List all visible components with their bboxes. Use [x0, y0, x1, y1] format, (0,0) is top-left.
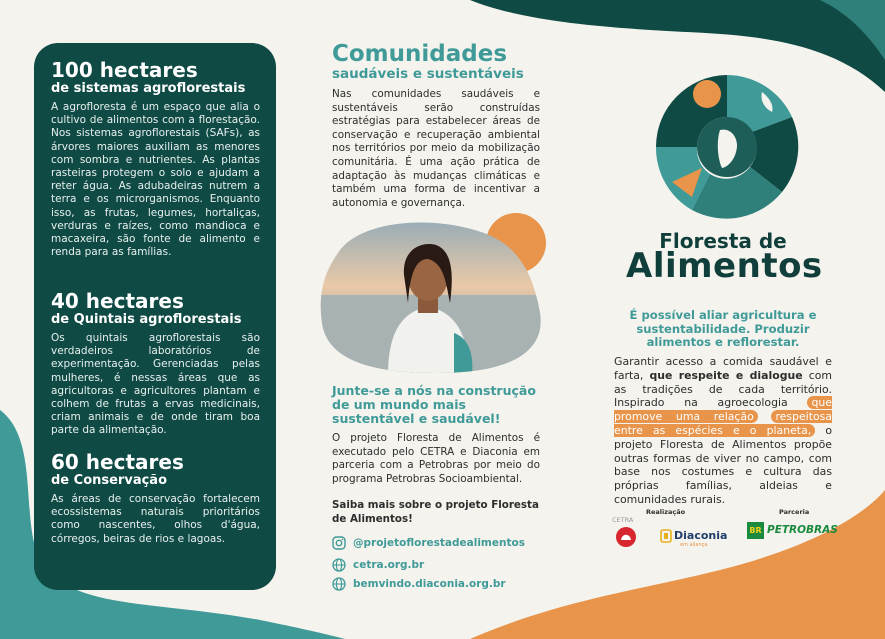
section-agroforestry [51, 59, 260, 259]
mission-text [614, 355, 832, 507]
diaconia-logo-mark [660, 529, 672, 543]
highlight-line-2: respeitosa entre as espécies e o planeta, [614, 410, 832, 437]
mission-block [614, 355, 832, 507]
left-info-panel [34, 43, 276, 590]
join-title: Junte-se a nós na construção de um mundo mais sustentável e saudável! [332, 383, 536, 426]
section-title: 60 hectares [51, 450, 184, 474]
link-text: bemvindo.diaconia.org.br [353, 578, 506, 590]
brand-title-line1: Floresta de [659, 229, 787, 253]
section-conservacao [51, 451, 260, 546]
section-title: 40 hectares [51, 289, 184, 313]
globe-icon [332, 558, 346, 572]
mission-part-d: o projeto Floresta de Alimentos propõe outras formas de viver no campo, com base nos costumes e cultura das próprias famílias, aldeias e comunidades rurais. [614, 423, 833, 506]
instagram-link[interactable] [332, 535, 525, 551]
section-title: 100 hectares [51, 58, 198, 82]
link-text: @projetoflorestadealimentos [353, 537, 525, 549]
parceria-label: Parceria [779, 508, 810, 516]
woman-photo [318, 213, 548, 375]
section-subtitle: de Conservação [51, 473, 167, 488]
mission-part-c: com as tradições de cada território. Inspirado na agroecologia [614, 368, 832, 410]
diaconia-link[interactable] [332, 576, 506, 592]
mission-emphasis: que respeite e dialogue [649, 368, 803, 382]
communities-body: Nas comunidades saudáveis e sustentáveis serão construídas estratégias para estabelecer áreas de conservação e recuperação ambiental nos territórios por meio da mobilização comunitária. É uma ação prática de adaptação às mudanças climáticas e também uma forma de incentivar a autonomia e governança. [332, 88, 540, 209]
brand-title-line2: Alimentos [626, 246, 823, 286]
globe-icon [332, 577, 346, 591]
section-body: As áreas de conservação fortalecem ecossistemas naturais prioritários como nascentes, olhos d'água, córregos, beiras de rios e lagoas. [51, 493, 260, 545]
highlight-line-1: que promove uma relação [614, 396, 832, 424]
cetra-logo-text: CETRA [612, 516, 634, 524]
cetra-logo [612, 526, 640, 548]
section-quintais [51, 290, 260, 438]
section-body: Os quintais agroflorestais são verdadeiros laboratórios de experimentação. Gerenciadas pelas mulheres, é nessas áreas que as agricultoras e agricultores plantam e colhem de frutas a ervas medicinais, criam animais e de onde tiram boa parte da alimentação. [51, 332, 260, 437]
section-subtitle: de Quintais agroflorestais [51, 312, 242, 327]
join-block [332, 384, 540, 526]
floresta-logo-emblem [652, 72, 802, 222]
diaconia-logo-text: Diaconia [674, 529, 728, 542]
communities-title: Comunidades [332, 41, 508, 67]
realizacao-label: Realização [646, 508, 686, 516]
instagram-icon [332, 536, 346, 550]
tagline-block [614, 309, 832, 350]
mission-part-a: Garantir acesso a comida saudável e farta, [614, 355, 832, 382]
cetra-link[interactable] [332, 557, 424, 573]
join-body: O projeto Floresta de Alimentos é executado pelo CETRA e Diaconia em parceria com a Petrobras por meio do programa Petrobras Socioambiental. [332, 432, 540, 485]
link-text: cetra.org.br [353, 559, 425, 571]
diaconia-logo-sub: em aliança [680, 542, 708, 548]
br-logo: BR [747, 522, 764, 539]
communities-block [332, 42, 540, 210]
section-body: A agrofloresta é um espaço que alia o cultivo de alimentos com a florestação. Nos sistemas agroflorestais (SAFs), as árvores maiores auxiliam as menores com sombra e nutrientes. As plantas rasteiras protegem o solo e ajudam a reter água. As adubadeiras nutrem a terra e os microrganismos. Enquanto isso, as frutas, legumes, hortaliças, verduras e raízes, como mandioca e macaxeira, são fonte de alimento e renda para as famílias. [51, 101, 260, 259]
petrobras-logo-text: PETROBRAS [767, 524, 838, 536]
tagline: É possível aliar agricultura e sustentabilidade. Produzir alimentos e reflorestar. [629, 308, 817, 349]
section-subtitle: de sistemas agroflorestais [51, 81, 246, 96]
learn-more-text: Saiba mais sobre o projeto Floresta de Alimentos! [332, 499, 539, 525]
communities-subtitle: saudáveis e sustentáveis [332, 66, 524, 82]
